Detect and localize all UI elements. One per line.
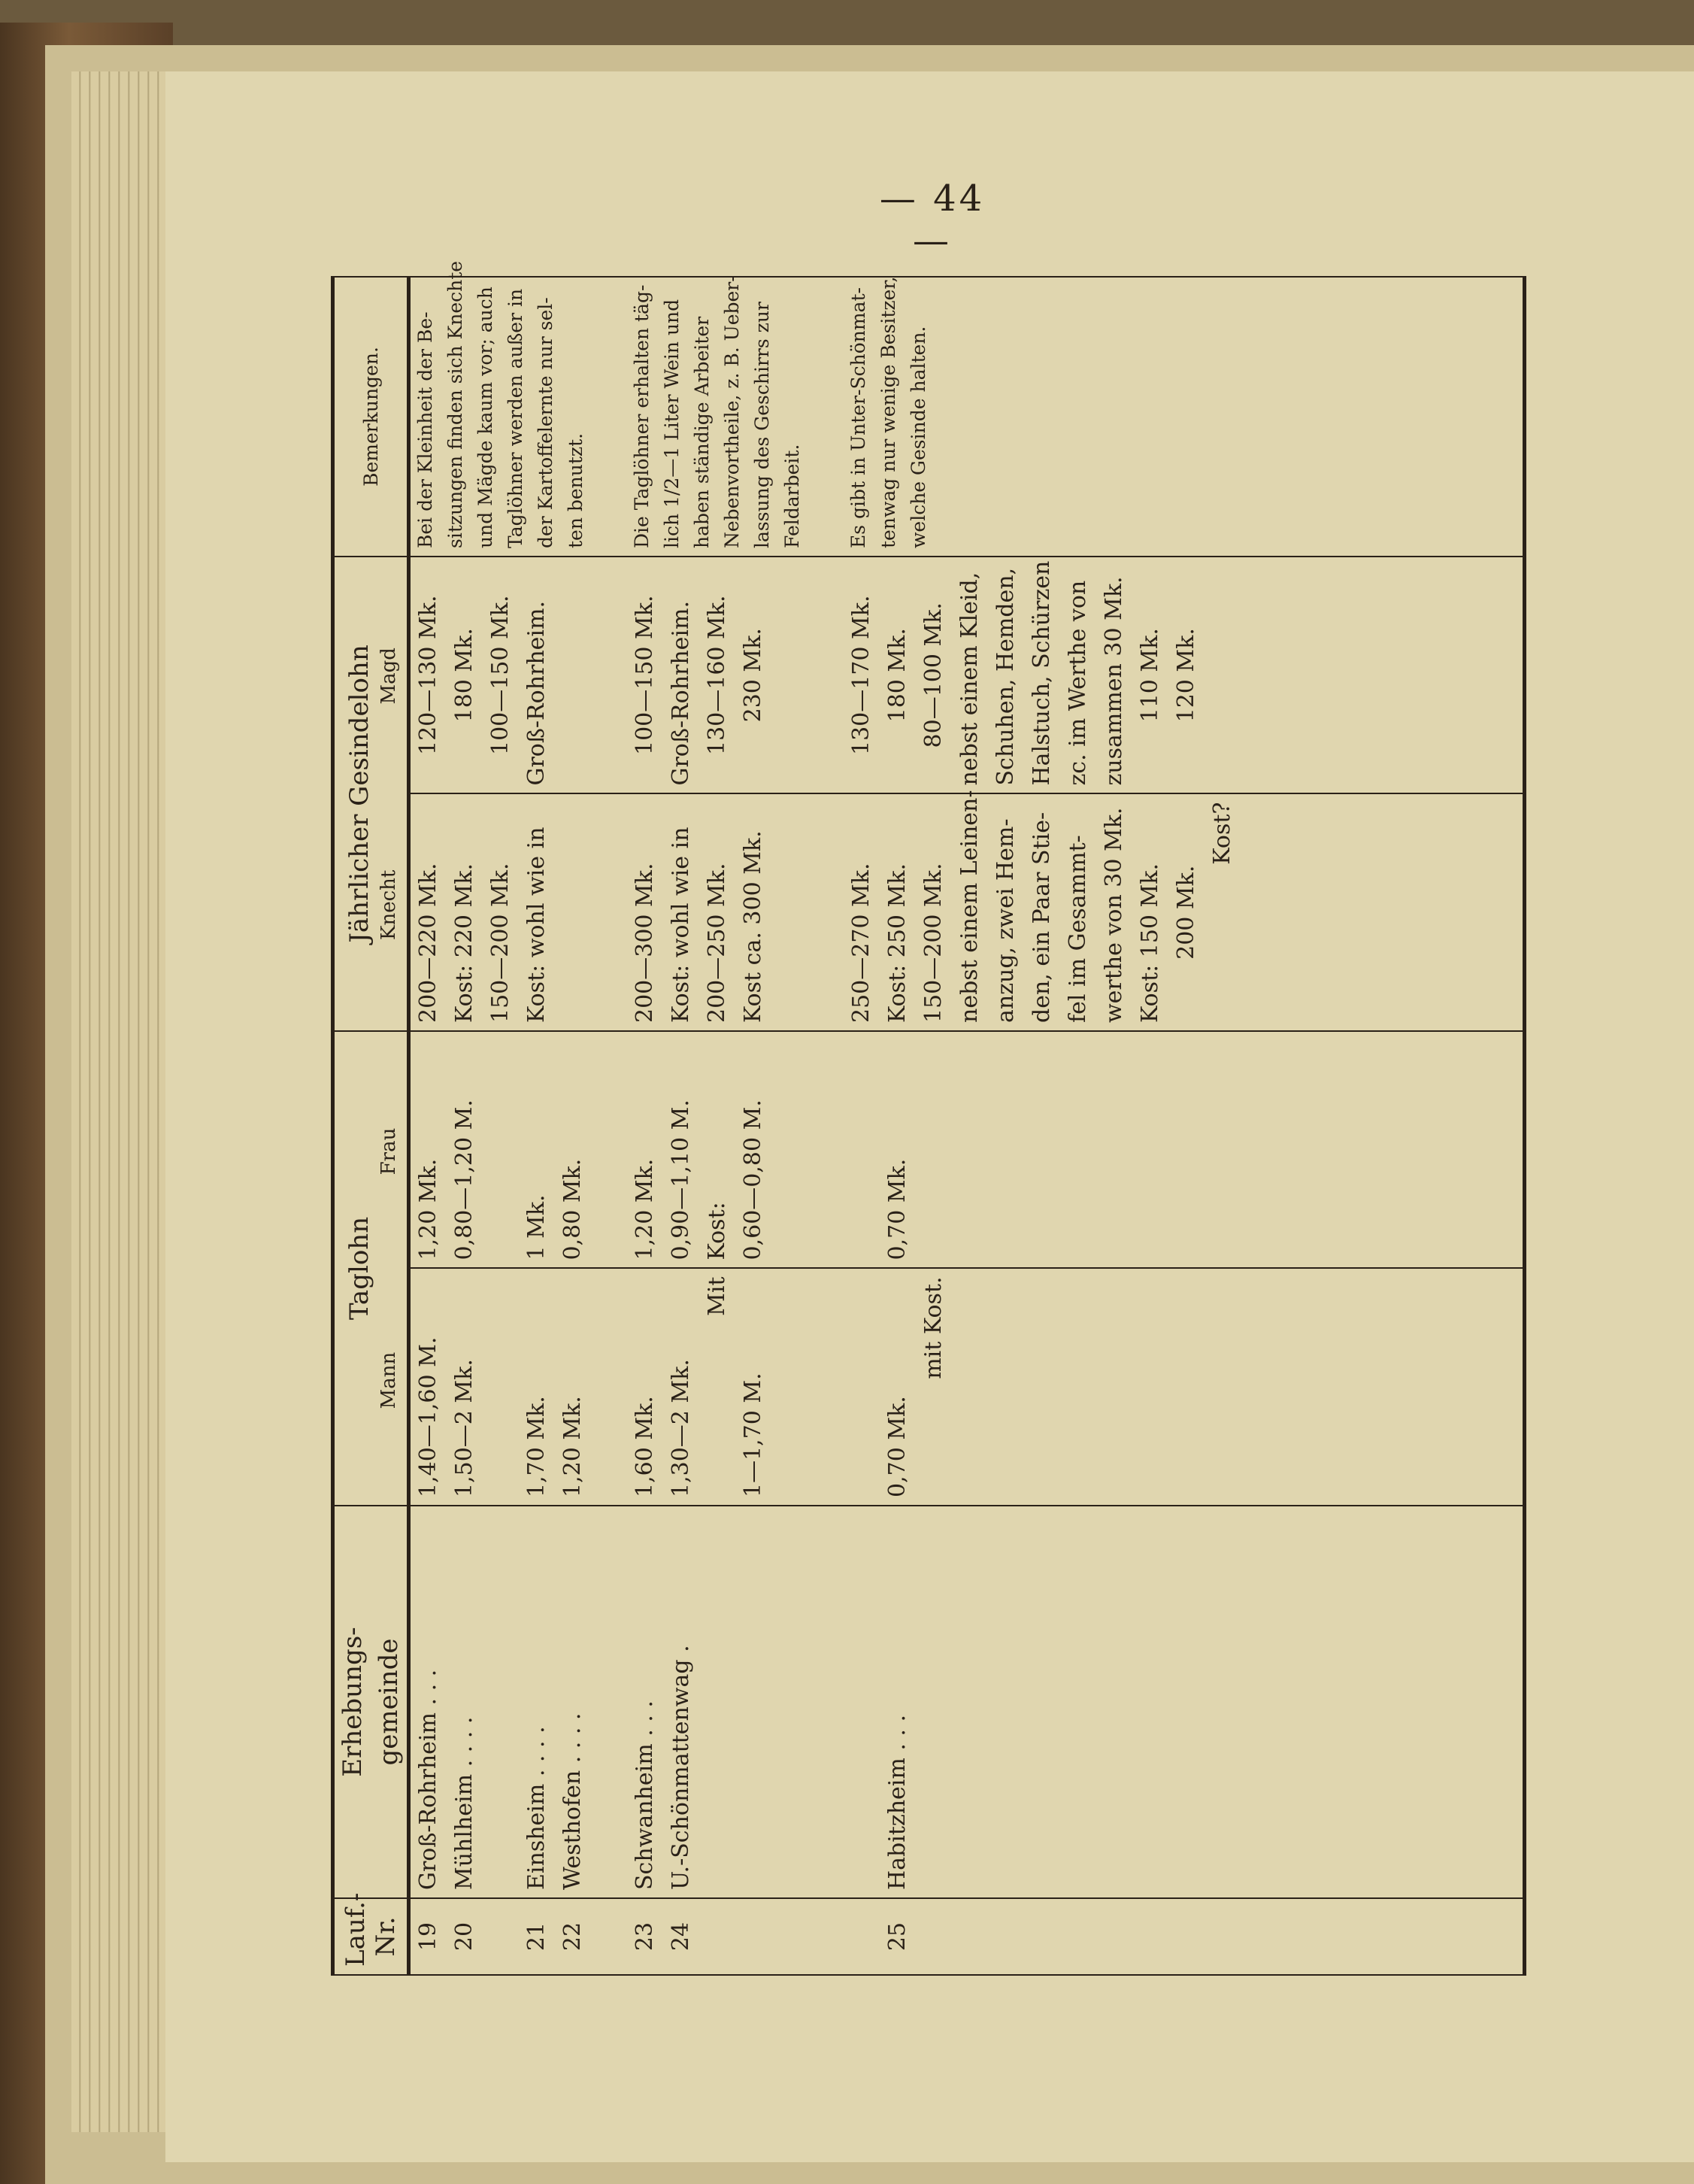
table-text: 0,90—1,10 M. xyxy=(668,1100,694,1260)
table-text: 180 Mk. xyxy=(884,628,911,723)
table-text: 1,70 Mk. xyxy=(523,1396,550,1497)
row-spacer xyxy=(591,1906,627,1967)
table-text: Nebenvortheile, z. B. Ueber- xyxy=(721,275,743,548)
table-text: anzug, zwei Hem- xyxy=(992,818,1019,1023)
header-frau: Frau xyxy=(377,1127,400,1175)
row-spacer xyxy=(555,802,591,1024)
table-text: und Mägde kaum vor; auch xyxy=(474,287,496,548)
row-spacer xyxy=(483,1039,519,1260)
header-bemerkungen: Bemerkungen. xyxy=(333,277,409,557)
row-spacer xyxy=(771,565,808,786)
row-spacer xyxy=(808,1906,844,1967)
table-text xyxy=(377,565,400,1023)
table-text: 230 Mk. xyxy=(740,628,766,723)
row-spacer xyxy=(771,1039,808,1260)
table-text: 130—170 Mk. xyxy=(848,595,874,755)
row-spacer xyxy=(735,1514,771,1890)
header-lfd: Lauf.-Nr. xyxy=(333,1898,409,1975)
table-body-row xyxy=(411,277,1525,1975)
row-spacer xyxy=(591,1514,627,1890)
table-text: Groß-Rohrheim. xyxy=(668,600,694,786)
table-text: Kost? xyxy=(1209,802,1235,865)
table-text: zusammen 30 Mk. xyxy=(1101,576,1127,786)
table-text: Mühlheim . . . . xyxy=(451,1716,477,1890)
row-spacer xyxy=(483,1906,519,1967)
table-text: lich 1/2—1 Liter Wein und xyxy=(661,299,683,548)
table-text: Feldarbeit. xyxy=(781,444,803,548)
table-text: 0,70 Mk. xyxy=(884,1396,911,1497)
header-gesindelohn xyxy=(333,557,409,1031)
table-text: Habitzheim . . . xyxy=(884,1714,911,1890)
table-text: zc. im Werthe von xyxy=(1065,580,1091,786)
table-text: Schwanheim . . . xyxy=(632,1700,658,1890)
table-text: den, ein Paar Stie- xyxy=(1029,811,1055,1023)
table-text: 0,80—1,20 M. xyxy=(451,1100,477,1260)
table-text: lassung des Geschirrs zur xyxy=(751,302,773,548)
row-spacer xyxy=(591,565,627,786)
page-number: — 44 — xyxy=(879,177,986,262)
table-text: haben ständige Arbeiter xyxy=(691,316,713,548)
row-spacer xyxy=(808,565,844,786)
row-spacer xyxy=(699,1514,735,1890)
table-text: 200—300 Mk. xyxy=(632,863,658,1023)
table-text xyxy=(377,1039,400,1497)
table-text: 19 xyxy=(415,1922,441,1952)
column-gesinde-knecht xyxy=(411,790,1525,1032)
table-text: der Kartoffelernte nur sel- xyxy=(535,297,556,548)
row-spacer xyxy=(771,1277,808,1498)
row-spacer xyxy=(844,1277,880,1498)
row-spacer xyxy=(483,1514,519,1890)
row-spacer xyxy=(771,802,808,1024)
table-text: Es gibt in Unter-Schönmat- xyxy=(847,287,869,548)
table-text: Groß-Rohrheim . . . xyxy=(415,1669,441,1890)
table-text: welche Gesinde halten. xyxy=(908,326,929,548)
table-text: 1 Mk. xyxy=(523,1194,550,1260)
table-text: 100—150 Mk. xyxy=(632,595,658,755)
column-gemeinde xyxy=(411,1506,1525,1898)
header-mann: Mann xyxy=(377,1351,400,1409)
table-text: Kost: wohl wie in xyxy=(668,827,694,1023)
header-taglohn xyxy=(333,1031,409,1506)
table-text: 25 xyxy=(884,1922,911,1952)
table-text: 1,60 Mk. xyxy=(632,1396,658,1497)
row-spacer xyxy=(735,1906,771,1967)
table-text: Erhebungs- xyxy=(338,1627,368,1777)
row-spacer xyxy=(808,1039,844,1260)
table-text: Schuhen, Hemden, xyxy=(992,567,1019,786)
table-text: 130—160 Mk. xyxy=(704,595,730,755)
table-text: 200 Mk. xyxy=(1173,865,1199,960)
table-text: 110 Mk. xyxy=(1137,628,1163,723)
table-text: 1,20 Mk. xyxy=(559,1396,586,1497)
table-text: 120 Mk. xyxy=(1173,628,1199,723)
row-spacer xyxy=(808,1277,844,1498)
table-text: Kost: 250 Mk. xyxy=(884,863,911,1023)
table-text: 150—200 Mk. xyxy=(487,863,514,1023)
row-spacer xyxy=(844,1906,880,1967)
row-spacer xyxy=(808,285,844,548)
table-text: 0,70 Mk. xyxy=(884,1158,911,1260)
table-text: 1,20 Mk. xyxy=(632,1158,658,1260)
table-text: 20 xyxy=(451,1922,477,1952)
table-text: 24 xyxy=(668,1922,694,1952)
column-lfd xyxy=(411,1898,1525,1975)
table-text: fel im Gesammt- xyxy=(1065,835,1091,1023)
table-text: Kost: 220 Mk. xyxy=(451,863,477,1023)
table-text: Taglohn xyxy=(344,1216,374,1321)
table-text: Mit xyxy=(704,1276,730,1316)
column-taglohn-mann xyxy=(411,1269,1525,1506)
table-text: Jährlicher Gesindelohn xyxy=(344,645,374,943)
table-text: 0,60—0,80 M. xyxy=(740,1100,766,1260)
table-text: 1,30—2 Mk. xyxy=(668,1359,694,1497)
table-text: 1,50—2 Mk. xyxy=(451,1359,477,1497)
table-text: nebst einem Kleid, xyxy=(956,572,983,786)
table-text: 150—200 Mk. xyxy=(920,863,947,1023)
table-text: U.-Schönmattenwag . xyxy=(668,1645,694,1890)
table-text: Kost: wohl wie in xyxy=(523,827,550,1023)
table-text: 200—220 Mk. xyxy=(415,863,441,1023)
column-bemerkungen xyxy=(411,260,1525,557)
header-row xyxy=(333,277,409,1975)
column-gesinde-magd xyxy=(411,557,1525,794)
row-spacer xyxy=(591,1039,627,1260)
table-text: 0,80 Mk. xyxy=(559,1158,586,1260)
row-spacer xyxy=(844,1514,880,1890)
table-text: Kost: 150 Mk. xyxy=(1137,863,1163,1023)
table-text: Bei der Kleinheit der Be- xyxy=(414,311,436,548)
table-text: Westhofen . . . . xyxy=(559,1712,586,1890)
column-taglohn-frau xyxy=(411,1031,1525,1269)
row-spacer xyxy=(699,1906,735,1967)
row-spacer xyxy=(591,802,627,1024)
table-text: nebst einem Leinen- xyxy=(956,790,983,1023)
table-text: tenwag nur wenige Besitzer, xyxy=(877,276,899,548)
row-spacer xyxy=(808,802,844,1024)
table-container xyxy=(331,260,1526,1976)
row-spacer xyxy=(483,1277,519,1498)
table-text: Taglöhner werden außer in xyxy=(505,288,526,548)
table-text: 180 Mk. xyxy=(451,628,477,723)
row-spacer xyxy=(808,1514,844,1890)
table-text: 1,20 Mk. xyxy=(415,1158,441,1260)
table-text: Halstuch, Schürzen xyxy=(1029,560,1055,786)
header-magd: Magd xyxy=(377,648,400,705)
table-text: 1,40—1,60 M. xyxy=(415,1336,441,1497)
rotated-table-wrapper xyxy=(331,260,1526,1976)
table-text: 21 xyxy=(523,1922,550,1952)
table-text: 80—100 Mk. xyxy=(920,602,947,748)
wage-table xyxy=(331,260,1526,1976)
table-text: 22 xyxy=(559,1922,586,1952)
row-spacer xyxy=(591,1277,627,1498)
header-gemeinde xyxy=(333,1506,409,1898)
table-text: Kost ca. 300 Mk. xyxy=(740,830,766,1023)
table-text: Die Taglöhner erhalten täg- xyxy=(631,284,653,548)
row-spacer xyxy=(591,285,627,548)
header-knecht: Knecht xyxy=(377,869,400,940)
row-spacer xyxy=(771,1514,808,1890)
table-text: gemeinde xyxy=(374,1638,404,1766)
table-text: Kost: xyxy=(704,1202,730,1260)
table-text: 250—270 Mk. xyxy=(848,863,874,1023)
table-text: 200—250 Mk. xyxy=(704,863,730,1023)
row-spacer xyxy=(555,565,591,786)
table-text: sitzungen finden sich Knechte xyxy=(444,260,466,548)
table-text: 1—1,70 M. xyxy=(740,1373,766,1497)
table-text: mit Kost. xyxy=(920,1276,947,1379)
table-text: 23 xyxy=(632,1922,658,1952)
row-spacer xyxy=(771,1906,808,1967)
table-text: Groß-Rohrheim. xyxy=(523,600,550,786)
row-spacer xyxy=(844,1039,880,1260)
table-text: ten benutzt. xyxy=(565,432,586,548)
table-text: werthe von 30 Mk. xyxy=(1101,807,1127,1023)
table-text: 100—150 Mk. xyxy=(487,595,514,755)
table-text: Einsheim . . . . xyxy=(523,1726,550,1890)
table-text: 120—130 Mk. xyxy=(415,595,441,755)
